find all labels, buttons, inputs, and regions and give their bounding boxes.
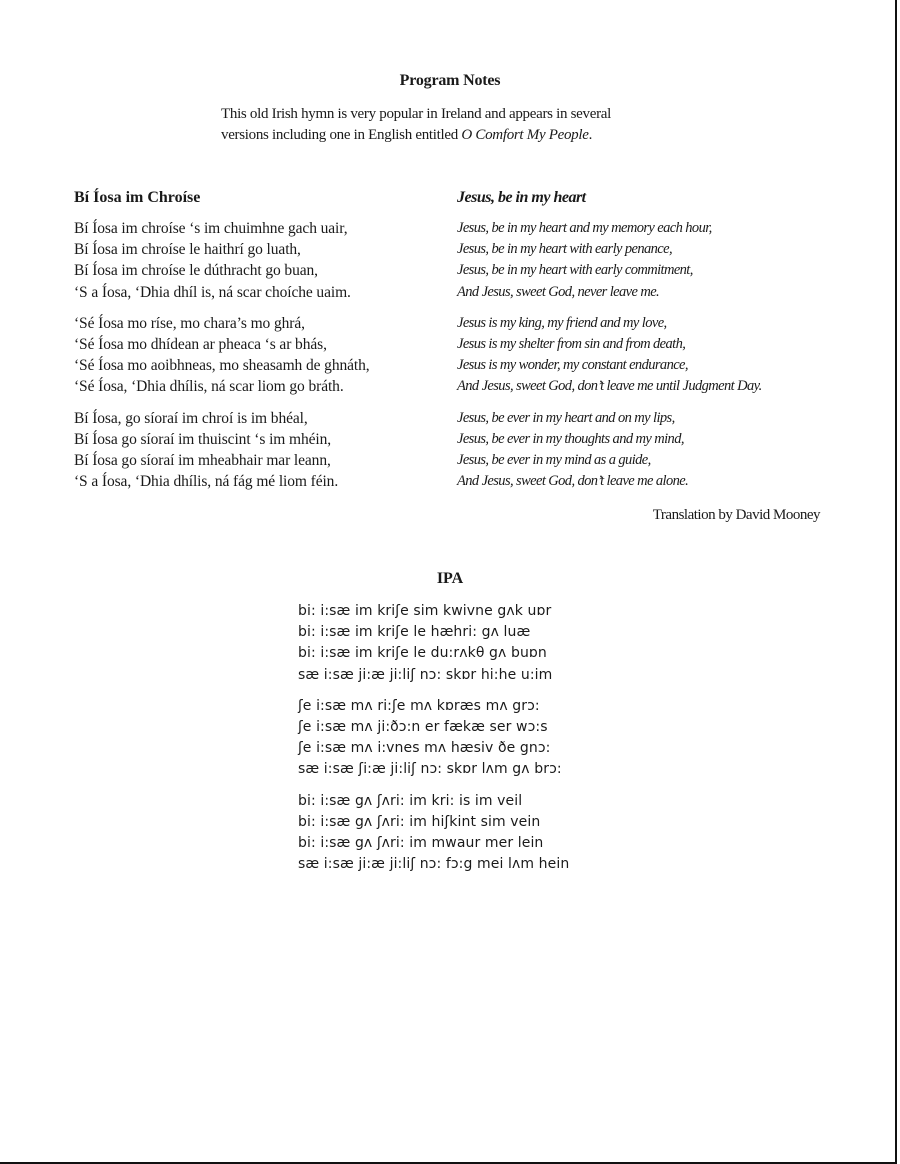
english-line: And Jesus, sweet God, don’t leave me alone. [457,473,689,490]
irish-stanza-1 [74,218,454,303]
ipa-transcription [298,601,569,885]
irish-line: ‘S a Íosa, ‘Dhia dhílis, ná fág mé liom féin. [74,473,339,491]
english-line: And Jesus, sweet God, don’t leave me until Judgment Day. [457,378,762,395]
ipa-line: bi: i:sæ im kriʃe le du:rʌkθ gʌ buɒn [298,645,547,662]
english-stanza-3 [457,408,857,493]
irish-line: ‘Sé Íosa mo ríse, mo chara’s mo ghrá, [74,314,305,332]
ipa-line: ʃe i:sæ mʌ i:vnes mʌ hæsiv ðe gnɔ: [298,740,551,757]
program-notes-heading: Program Notes [399,72,501,89]
english-translation-column [457,187,857,502]
ipa-line: bi: i:sæ im kriʃe sim kwivne gʌk uɒr [298,603,552,619]
program-notes-title-reference: O Comfort My People [461,127,589,143]
ipa-line: bi: i:sæ gʌ ʃʌri: im kri: is im veil [298,792,523,809]
english-title: Jesus, be in my heart [457,189,586,206]
ipa-heading: IPA [436,570,464,587]
english-line: And Jesus, sweet God, never leave me. [457,283,660,300]
ipa-line: ʃe i:sæ mʌ ri:ʃe mʌ kɒræs mʌ grɔ: [298,697,540,714]
irish-line: ‘Sé Íosa, ‘Dhia dhílis, ná scar liom go bráth. [74,378,344,396]
translation-credit: Translation by David Mooney [652,507,820,523]
ipa-line: bi: i:sæ im kriʃe le hæhri: gʌ luæ [298,624,531,641]
english-line: Jesus is my wonder, my constant endurance, [457,357,688,374]
irish-line: ‘S a Íosa, ‘Dhia dhíl is, ná scar choíche uaim. [74,283,351,301]
irish-stanza-3 [74,408,454,493]
irish-line: Bí Íosa im chroíse ‘s im chuimhne gach uair, [74,220,348,237]
ipa-line: bi: i:sæ gʌ ʃʌri: im mwaur mer lein [298,835,544,852]
english-line: Jesus is my king, my friend and my love, [457,314,667,331]
program-notes-line-2 [221,125,741,146]
irish-lyrics-column [74,187,454,502]
irish-line: Bí Íosa go síoraí im mheabhair mar leann, [74,452,331,470]
irish-line: Bí Íosa go síoraí im thuiscint ‘s im mhéin, [74,430,332,448]
english-line: Jesus, be ever in my heart and on my lips, [457,409,675,426]
irish-line: ‘Sé Íosa mo aoibhneas, mo sheasamh de ghnáth, [74,357,370,375]
ipa-line: sæ i:sæ ji:æ ji:liʃ nɔ: skɒr hi:he u:im [298,666,553,683]
irish-stanza-2 [74,313,454,398]
ipa-line: sæ i:sæ ji:æ ji:liʃ nɔ: fɔ:g mei lʌm hein [298,856,570,873]
english-line: Jesus, be ever in my mind as a guide, [457,452,651,469]
program-notes-text [221,104,741,146]
english-line: Jesus, be ever in my thoughts and my mind, [457,430,684,447]
english-line: Jesus, be in my heart with early commitment, [457,262,693,279]
program-notes-line-2-text: versions including one in English entitled [221,127,462,143]
irish-title: Bí Íosa im Chroíse [74,189,201,206]
irish-line: ‘Sé Íosa mo dhídean ar pheaca ‘s ar bhás, [74,336,327,354]
ipa-stanza-3 [298,791,569,876]
irish-line: Bí Íosa, go síoraí im chroí is im bhéal, [74,409,308,427]
irish-line: Bí Íosa im chroíse le haithrí go luath, [74,241,301,259]
ipa-stanza-2 [298,696,569,781]
english-stanza-1 [457,218,857,303]
irish-line: Bí Íosa im chroíse le dúthracht go buan, [74,262,318,280]
ipa-line: bi: i:sæ gʌ ʃʌri: im hiʃkint sim vein [298,813,541,830]
program-notes-line-2-end: . [588,127,593,143]
ipa-line: sæ i:sæ ʃi:æ ji:liʃ nɔ: skɒr lʌm gʌ brɔ: [298,761,562,778]
english-line: Jesus is my shelter from sin and from death, [457,336,686,353]
ipa-stanza-1 [298,601,569,686]
program-notes-line-1: This old Irish hymn is very popular in Ireland and appears in several [221,106,612,122]
english-line: Jesus, be in my heart and my memory each hour, [457,220,712,236]
ipa-line: ʃe i:sæ mʌ ji:ðɔ:n er fækæ ser wɔ:s [298,719,548,736]
english-line: Jesus, be in my heart with early penance, [457,241,672,258]
english-stanza-2 [457,313,857,398]
